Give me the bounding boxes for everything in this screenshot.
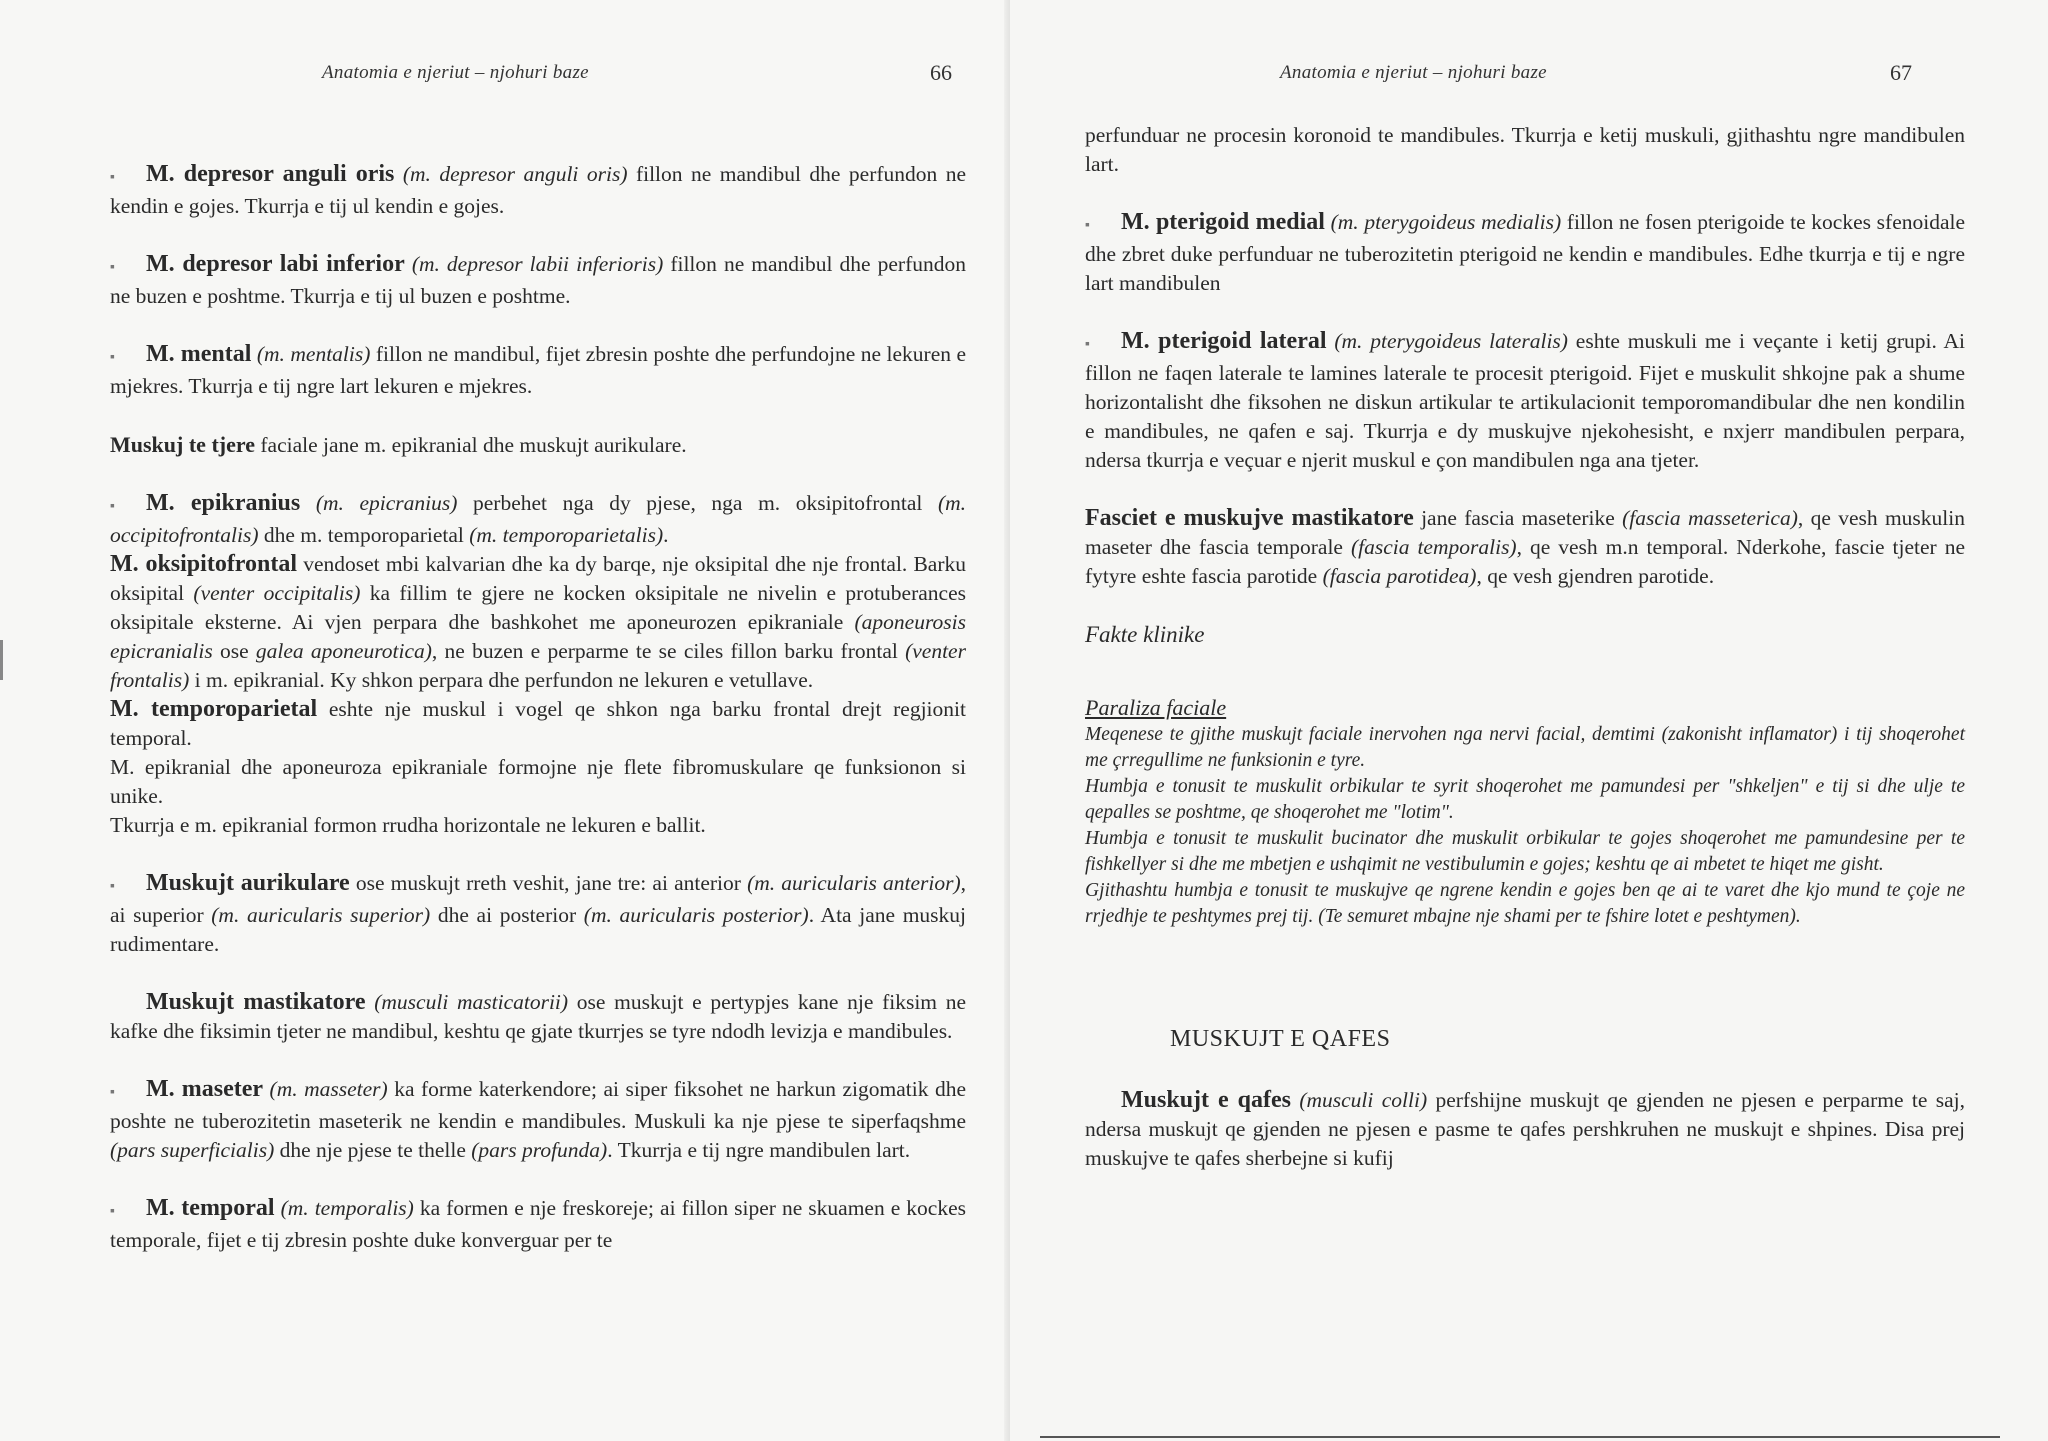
body-text: eshte nje muskul i vogel qe shkon nga barku frontal drejt regjionit temporal. [110, 697, 966, 750]
body-text: fillon ne fosen pterigoide te kockes sfenoidale dhe zbret duke perfunduar ne tuberozitetin pterigoid ne kendin e mandibules. Edhe tkurrja e tij e ngre lart mandibulen [1085, 210, 1966, 295]
term: M. depresor anguli oris [146, 161, 395, 187]
body-text: eshte muskuli me i veçante i ketij grupi. Ai fillon ne faqen laterale te lamines laterale te procesit pterigoid. Fijet e muskulit shkojne pak a shume horizontalisht dhe fiksohen ne diskun artikular te artikulacionit temporomandibular dhe nen kondilin e mandibules, ne qafen e saj. Tkurrja e dy muskujve njekohesisht, e nxjerr mandibulen perpara, ndersa tkurrja e veçuar e njerit muskul e çon mandibulen nga ana tjeter. [1085, 329, 1965, 472]
latin-name: (fascia parotidea) [1322, 564, 1477, 588]
latin-name: (m. masseter) [269, 1077, 388, 1101]
running-header: Anatomia e njeriut – njohuri baze [1280, 62, 1547, 83]
body-text: faciale jane m. epikranial dhe muskujt aurikulare. [255, 433, 687, 457]
paragraph-masticatory [110, 988, 966, 1046]
term: M. temporoparietal [110, 696, 318, 722]
term: Muskujt mastikatore [146, 989, 366, 1015]
paragraph-occipitofrontal [110, 550, 966, 695]
bullet-icon: ▪ [110, 499, 115, 514]
paragraph-pterygoid-lateral [1085, 327, 1965, 475]
bullet-icon: ▪ [110, 1204, 115, 1219]
left-page [0, 0, 1010, 1441]
body-text: . Ata jane muskuj rudimentare. [110, 903, 967, 956]
term: Muskujt aurikulare [146, 870, 350, 896]
bullet-icon: ▪ [1085, 218, 1090, 233]
paragraph-neck-muscles [1085, 1086, 1965, 1173]
body-text: . [663, 523, 669, 547]
latin-name: (m. pterygoideus medialis) [1330, 210, 1562, 234]
latin-name: (m. epicranius) [315, 491, 458, 515]
body-text: dhe ai posterior [430, 903, 584, 927]
term: M. maseter [146, 1076, 264, 1102]
section-heading: MUSKUJT E QAFES [1170, 1026, 1391, 1052]
term: Fasciet e muskujve mastikatore [1085, 505, 1414, 531]
latin-name: (pars superficialis) [110, 1138, 275, 1162]
body-text: , qe vesh m.n temporal. Nderkohe, fascie tjeter ne fytyre eshte fascia parotide [1085, 535, 1966, 588]
bullet-icon: ▪ [110, 260, 115, 275]
paragraph-fascia [1085, 504, 1965, 591]
running-header: Anatomia e njeriut – njohuri baze [322, 62, 589, 83]
latin-name: (aponeurosis epicranialis [110, 610, 966, 663]
paragraph-depresor-labi-inferior [110, 250, 966, 311]
clinical-line: Meqenese te gjithe muskujt faciale inervohen nga nervi facial, demtimi (zakonisht inflamator) i tij shoqerohet me çrregullime ne funksionin e tyre. [1085, 724, 1965, 771]
paragraph-masseter [110, 1075, 966, 1165]
body-text: jane fascia maseterike [1413, 506, 1623, 530]
body-text: vendoset mbi kalvarian dhe ka dy barqe, nje oksipital dhe nje frontal. Barku oksipital [110, 552, 967, 605]
paragraph-temporal [110, 1194, 966, 1255]
paragraph-continuation: perfunduar ne procesin koronoid te mandibules. Tkurrja e ketij muskuli, gjithashtu ngre mandibulen lart. [1085, 123, 1965, 176]
term: M. mental [146, 341, 252, 367]
term: M. oksipitofrontal [110, 551, 298, 577]
latin-name: galea aponeurotica) [255, 639, 432, 663]
paragraph-epicranial-sheet: M. epikranial dhe aponeuroza epikraniale formojne nje flete fibromuskulare qe funksionon si unike. [110, 755, 966, 808]
body-text: ka forme katerkendore; ai siper fiksohet ne harkun zigomatik dhe poshte ne tuberozitetin maseterik ne kendin e mandibules. Muskuli ka nje pjese te siperfaqshme [110, 1077, 966, 1133]
latin-name: (m. occipitofrontalis) [110, 491, 966, 547]
body-text: ose [212, 639, 256, 663]
body-text: ose muskujt rreth veshit, jane tre: ai anterior [349, 871, 748, 895]
latin-name: (venter occipitalis) [193, 581, 361, 605]
bullet-icon: ▪ [110, 879, 115, 894]
clinical-line: Humbja e tonusit te muskulit bucinator dhe muskulit orbikular te gojes shoqerohet me pamundesine per te fishkellyer si dhe me mbetjen e ushqimit ne vestibulumin e gojes; keshtu qe ai mbetet te hiqet me gisht. [1085, 828, 1965, 875]
latin-name: (musculi masticatorii) [374, 990, 569, 1014]
clinical-line: Gjithashtu humbja e tonusit te muskujve qe ngrene kendin e gojes ben qe ai te varet dhe kjo mund te çoje ne rrjedhje te peshtymes prej tij. (Te semuret mbajne nje shami per te fshire lotet e peshtymen). [1085, 880, 1965, 927]
paragraph-epicranius [110, 489, 966, 550]
paragraph-auricular [110, 869, 966, 959]
paragraph-other-muscles [110, 430, 966, 460]
bullet-icon: ▪ [110, 350, 115, 365]
left-text-column [110, 160, 966, 1255]
body-text: ka formen e nje freskoreje; ai fillon siper ne skuamen e kockes temporale, fijet e tij zbresin poshte duke konverguar per te [110, 1196, 966, 1252]
right-text-column [1085, 121, 1965, 1173]
body-text: . Tkurrja e tij ngre mandibulen lart. [607, 1138, 911, 1162]
body-text: perfshijne muskujt qe gjenden ne pjesen e perparme te saj, ndersa muskujt qe gjenden ne pjesen e pasme te qafes pershkruhen ne muskujt e shpines. Disa prej muskujve te qafes sherbejne si kufij [1085, 1088, 1965, 1170]
latin-name: (musculi colli) [1299, 1088, 1428, 1112]
body-text: fillon ne mandibul dhe perfundon ne buzen e poshtme. Tkurrja e tij ul buzen e poshtme. [110, 252, 966, 308]
latin-name: (m. temporoparietalis) [469, 523, 664, 547]
right-page [1010, 0, 2048, 1441]
term: M. epikranius [146, 490, 301, 516]
page-number: 66 [930, 60, 952, 85]
term: Muskuj te tjere [110, 432, 255, 457]
bullet-icon: ▪ [110, 1085, 115, 1100]
latin-name: (m. auricularis posterior) [583, 903, 809, 927]
body-text: , ai superior [110, 871, 967, 927]
body-text: dhe nje pjese te thelle [274, 1138, 472, 1162]
latin-name: (m. auricularis anterior) [747, 871, 961, 895]
body-text: , qe vesh gjendren parotide. [1476, 564, 1715, 588]
latin-name: (m. temporalis) [280, 1196, 414, 1220]
body-text: , ne buzen e perparme te se ciles fillon barku frontal [431, 639, 906, 663]
body-text: , qe vesh muskulin maseter dhe fascia temporale [1085, 506, 1965, 559]
clinical-line: Humbja e tonusit te muskulit orbikular te syrit shoqerohet me pamundesi per "shkeljen" e tij si dhe ulje te qepalles se poshtme, qe shoqerohet me "lotim". [1085, 776, 1965, 823]
latin-name: (pars profunda) [471, 1138, 608, 1162]
page-number: 67 [1890, 60, 1912, 85]
body-text: ose muskujt e pertypjes kane nje fiksim ne kafke dhe fiksimin tjeter ne mandibul, keshtu qe gjate tkurrjes se tyre ndodh levizja e mandibules. [110, 990, 967, 1043]
bullet-icon: ▪ [1085, 337, 1090, 352]
latin-name: (fascia masseterica) [1622, 506, 1798, 530]
body-text: perbehet nga dy pjese, nga m. oksipitofrontal [457, 491, 938, 515]
paragraph-mental [110, 340, 966, 401]
clinical-facts-title: Fakte klinike [1085, 622, 1205, 647]
clinical-subtitle: Paraliza faciale [1085, 695, 1227, 720]
latin-name: (m. auricularis superior) [211, 903, 431, 927]
margin-mark [0, 640, 3, 680]
latin-name: (m. depresor anguli oris) [402, 162, 628, 186]
bottom-rule [1040, 1436, 2000, 1438]
term: M. depresor labi inferior [146, 251, 405, 277]
paragraph-epicranial-contraction: Tkurrja e m. epikranial formon rrudha horizontale ne lekuren e ballit. [110, 813, 706, 837]
bullet-icon: ▪ [110, 170, 115, 185]
term: M. pterigoid lateral [1121, 328, 1327, 354]
term: Muskujt e qafes [1121, 1087, 1291, 1113]
paragraph-depresor-anguli-oris [110, 160, 966, 221]
term: M. temporal [146, 1195, 275, 1221]
paragraph-temporoparietal [110, 695, 966, 753]
body-text: i m. epikranial. Ky shkon perpara dhe perfundon ne lekuren e vetullave. [189, 668, 814, 692]
body-text: fillon ne mandibul, fijet zbresin poshte dhe perfundojne ne lekuren e mjekres. Tkurrja e tij ngre lart lekuren e mjekres. [110, 342, 967, 398]
body-text: fillon ne mandibul dhe perfundon ne kendin e gojes. Tkurrja e tij ul kendin e gojes. [110, 162, 967, 218]
body-text: dhe m. temporoparietal [258, 523, 470, 547]
latin-name: (fascia temporalis) [1350, 535, 1517, 559]
latin-name: (m. depresor labii inferioris) [411, 252, 664, 276]
body-text: ka fillim te gjere ne kocken oksipitale ne nivelin e protuberances oksipitale eksterne. Ai vjen perpara dhe bashkohet me aponeurozen epikraniale [110, 581, 966, 634]
latin-name: (m. pterygoideus lateralis) [1334, 329, 1568, 353]
paragraph-pterygoid-medial [1085, 208, 1965, 298]
latin-name: (venter frontalis) [110, 639, 966, 692]
latin-name: (m. mentalis) [256, 342, 371, 366]
term: M. pterigoid medial [1121, 209, 1325, 235]
